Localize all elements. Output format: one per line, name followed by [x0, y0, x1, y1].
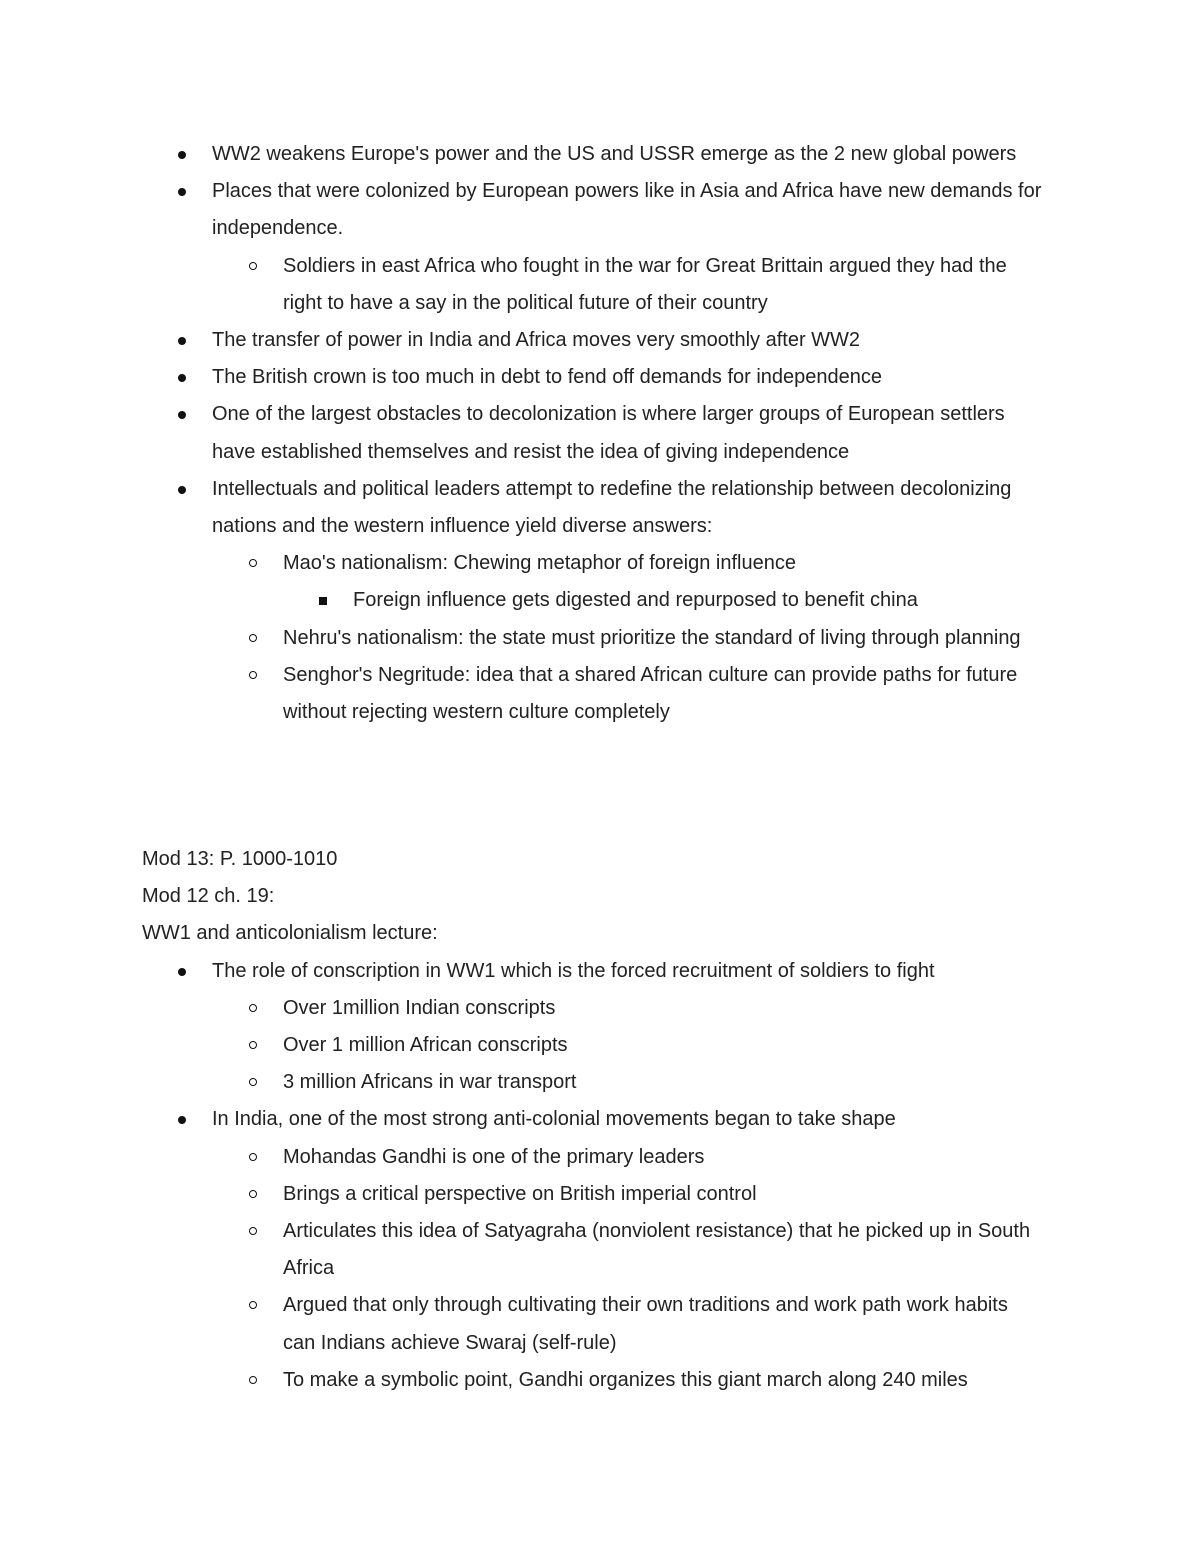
- hollow-bullet-icon: [249, 1301, 257, 1309]
- list-item: [0, 657, 1043, 731]
- list-item: [0, 582, 1053, 619]
- square-bullet-icon: [319, 597, 327, 605]
- list-item: [0, 990, 1043, 1027]
- list-item: [0, 248, 1043, 322]
- hollow-bullet-icon: [249, 262, 257, 270]
- hollow-bullet-icon: [249, 1227, 257, 1235]
- hollow-bullet-icon: [249, 634, 257, 642]
- list-item-text: Articulates this idea of Satyagraha (nonviolent resistance) that he picked up in South Africa: [283, 1220, 1031, 1280]
- list-item-text: Over 1 million African conscripts: [283, 1034, 568, 1057]
- list-item: [0, 322, 1042, 359]
- list-item: [0, 1101, 1042, 1138]
- list-item-text: Intellectuals and political leaders attempt to redefine the relationship between decolonizing nations and the western influence yield diverse answers:: [212, 477, 1012, 538]
- hollow-bullet-icon: [249, 559, 257, 567]
- filled-bullet-icon: [178, 374, 186, 382]
- list-item: [0, 471, 1042, 545]
- list-item-text: Nehru's nationalism: the state must prioritize the standard of living through planning: [283, 626, 1021, 649]
- hollow-bullet-icon: [249, 1153, 257, 1161]
- list-item: [0, 953, 1042, 990]
- list-item-text: Foreign influence gets digested and repurposed to benefit china: [353, 589, 918, 612]
- list-item-text: The transfer of power in India and Africa moves very smoothly after WW2: [212, 329, 861, 352]
- list-item-text: Mohandas Gandhi is one of the primary leaders: [283, 1145, 705, 1168]
- list-item-text: The British crown is too much in debt to fend off demands for independence: [212, 366, 883, 389]
- list-item: [0, 136, 1042, 173]
- list-item-text: The role of conscription in WW1 which is the forced recruitment of soldiers to fight: [212, 959, 935, 982]
- list-item: [0, 1064, 1043, 1101]
- list-item: [0, 396, 1042, 470]
- filled-bullet-icon: [178, 1116, 186, 1124]
- filled-bullet-icon: [178, 337, 186, 345]
- list-item: [0, 1362, 1043, 1399]
- list-item-text: Argued that only through cultivating their own traditions and work path work habits can Indians achieve Swaraj (self-rule): [283, 1294, 1008, 1354]
- filled-bullet-icon: [178, 968, 186, 976]
- list-item: [0, 620, 1043, 657]
- list-item: [0, 1139, 1043, 1176]
- list-item-text: Over 1million Indian conscripts: [283, 996, 556, 1019]
- hollow-bullet-icon: [249, 1004, 257, 1012]
- notes-top-list: [0, 136, 1200, 731]
- list-item-text: 3 million Africans in war transport: [283, 1071, 577, 1094]
- section-heading: Mod 12 ch. 19:: [142, 885, 275, 908]
- filled-bullet-icon: [178, 411, 186, 419]
- list-item: [0, 1176, 1043, 1213]
- list-item-text: One of the largest obstacles to decolonization is where larger groups of European settlers have established themselves and resist the idea of giving independence: [212, 403, 1005, 463]
- list-item-text: Senghor's Negritude: idea that a shared African culture can provide paths for future without rejecting western culture completely: [283, 663, 1018, 724]
- section-heading: Mod 13: P. 1000-1010: [142, 848, 338, 870]
- filled-bullet-icon: [178, 151, 186, 159]
- list-item: [0, 173, 1042, 247]
- section-heading: WW1 and anticolonialism lecture:: [142, 922, 438, 945]
- hollow-bullet-icon: [249, 1041, 257, 1049]
- filled-bullet-icon: [178, 188, 186, 196]
- list-item: [0, 1213, 1043, 1287]
- list-item-text: In India, one of the most strong anti-colonial movements began to take shape: [212, 1108, 896, 1131]
- hollow-bullet-icon: [249, 1078, 257, 1086]
- list-item: [0, 1027, 1043, 1064]
- hollow-bullet-icon: [249, 1190, 257, 1198]
- list-item: [0, 359, 1042, 396]
- list-item-text: Brings a critical perspective on British imperial control: [283, 1182, 757, 1205]
- list-item: [0, 1287, 1043, 1361]
- list-item-text: Soldiers in east Africa who fought in the war for Great Brittain argued they had the right to have a say in the political future of their country: [283, 254, 1007, 314]
- hollow-bullet-icon: [249, 1376, 257, 1384]
- list-item-text: WW2 weakens Europe's power and the US and USSR emerge as the 2 new global powers: [212, 143, 1017, 165]
- hollow-bullet-icon: [249, 671, 257, 679]
- list-item: [0, 545, 1043, 582]
- list-item-text: To make a symbolic point, Gandhi organizes this giant march along 240 miles: [283, 1368, 968, 1391]
- list-item-text: Places that were colonized by European powers like in Asia and Africa have new demands for independence.: [212, 180, 1042, 240]
- list-item-text: Mao's nationalism: Chewing metaphor of foreign influence: [283, 552, 796, 575]
- notes-bottom-section: [0, 841, 1200, 1399]
- filled-bullet-icon: [178, 486, 186, 494]
